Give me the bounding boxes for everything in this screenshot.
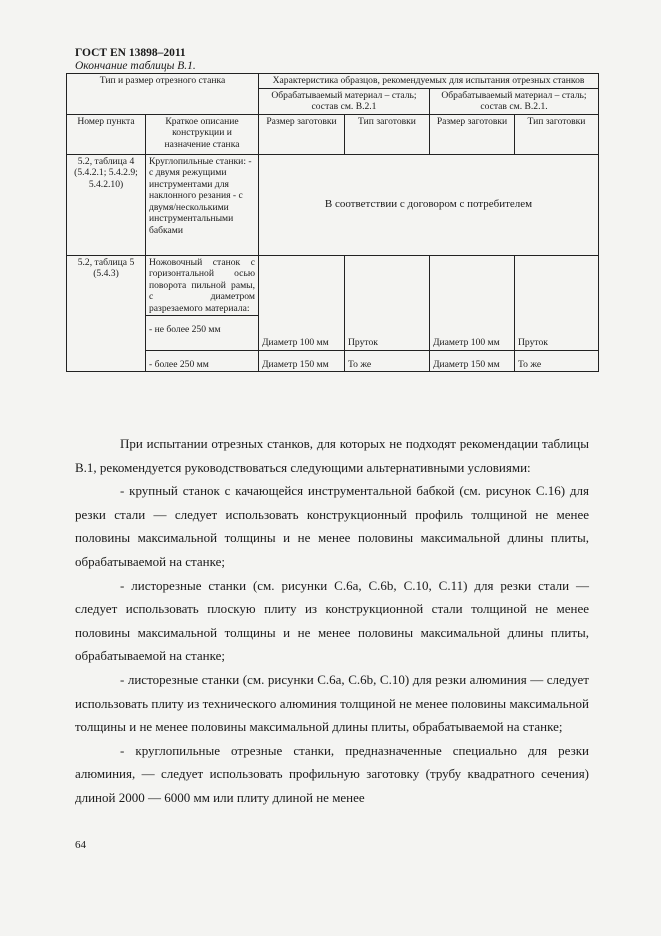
header-blank-type-1: Тип заготовки bbox=[345, 114, 430, 154]
page-number: 64 bbox=[75, 839, 86, 851]
header-size-1: Размер заготовки bbox=[259, 114, 345, 154]
header-characteristic: Характеристика образцов, рекомендуемых для испытания отрезных станков bbox=[259, 74, 599, 89]
table-header-row-3 bbox=[67, 114, 599, 154]
row2-sub2-size-1: Диаметр 150 мм bbox=[259, 350, 345, 372]
header-size-2: Размер заготовки bbox=[430, 114, 515, 154]
header-blank-type-2: Тип заготовки bbox=[515, 114, 599, 154]
header-short-desc: Краткое описание конструкции и назначение станка bbox=[146, 114, 259, 154]
row2-item: 5.2, таблица 5 (5.4.3) bbox=[67, 255, 146, 372]
paragraph: - круглопильные отрезные станки, предназначенные специально для резки алюминия, — следует использовать профильную заготовку (трубу квадратного сечения) длиной 2000 — 6000 мм или плиту длиной не менее bbox=[75, 742, 589, 805]
row2-sub1-size-1: Диаметр 100 мм bbox=[259, 255, 345, 350]
header-item-no: Номер пункта bbox=[67, 114, 146, 154]
table-row bbox=[67, 350, 599, 372]
row2-sub2-type-1: То же bbox=[345, 350, 430, 372]
row2-sub2-type-2: То же bbox=[515, 350, 599, 372]
paragraph: При испытании отрезных станков, для которых не подходят рекомендации таблицы В.1, рекомендуется руководствоваться следующими альтернативными условиями: bbox=[75, 436, 589, 475]
table-row bbox=[67, 255, 599, 316]
row2-sub1-type-2: Пруток bbox=[515, 255, 599, 350]
row2-sub1-size-2: Диаметр 100 мм bbox=[430, 255, 515, 350]
table-continuation-caption: Окончание таблицы В.1. bbox=[75, 60, 196, 72]
header-type-size: Тип и размер отрезного станка bbox=[67, 74, 259, 115]
standard-header: ГОСТ EN 13898–2011 bbox=[75, 47, 186, 59]
row2-sub1-label: - не более 250 мм bbox=[146, 316, 259, 351]
row2-sub2-size-2: Диаметр 150 мм bbox=[430, 350, 515, 372]
paragraph: - листорезные станки (см. рисунки С.6a, С.6b, С.10, С.11) для резки стали — следует использовать плоскую плиту из конструкционной стали толщиной не менее половины максимальной толщины и не менее половины максимальной длины плиты, обрабатываемой на станке; bbox=[75, 577, 589, 664]
header-material-1: Обрабатываемый материал – сталь; состав см. B.2.1 bbox=[259, 88, 430, 114]
row2-sub2-label: - более 250 мм bbox=[146, 350, 259, 372]
table-header-row-1 bbox=[67, 74, 599, 89]
body-text bbox=[75, 432, 589, 810]
paragraph: - листорезные станки (см. рисунки С.6a, С.6b, С.10) для резки алюминия — следует использовать плиту из технического алюминия толщиной не менее половины максимальной толщины и не менее половины максимальной длины плиты, обрабатываемой на станке; bbox=[75, 671, 589, 735]
row1-item: 5.2, таблица 4 (5.4.2.1; 5.4.2.9; 5.4.2.10) bbox=[67, 154, 146, 255]
header-material-2: Обрабатываемый материал – сталь; состав см. B.2.1. bbox=[430, 88, 599, 114]
paragraph: - крупный станок с качающейся инструментальной бабкой (см. рисунок С.16) для резки стали — следует использовать конструкционный профиль толщиной не менее половины максимальной толщины и не менее половины максимальной длины плиты, обрабатываемой на станке; bbox=[75, 483, 589, 569]
specimen-table bbox=[66, 73, 599, 372]
table-row bbox=[67, 154, 599, 255]
row2-desc: Ножовочный станок с горизонтальной осью поворота пильной рамы, с диаметром разрезаемого материала: bbox=[146, 255, 259, 316]
row1-desc: Круглопильные станки: - с двумя режущими инструментами для наклонного резания - с двумя/несколькими инструментальными бабками bbox=[146, 154, 259, 255]
row2-sub1-type-1: Пруток bbox=[345, 255, 430, 350]
row1-merged-note: В соответствии с договором с потребителем bbox=[259, 154, 599, 255]
